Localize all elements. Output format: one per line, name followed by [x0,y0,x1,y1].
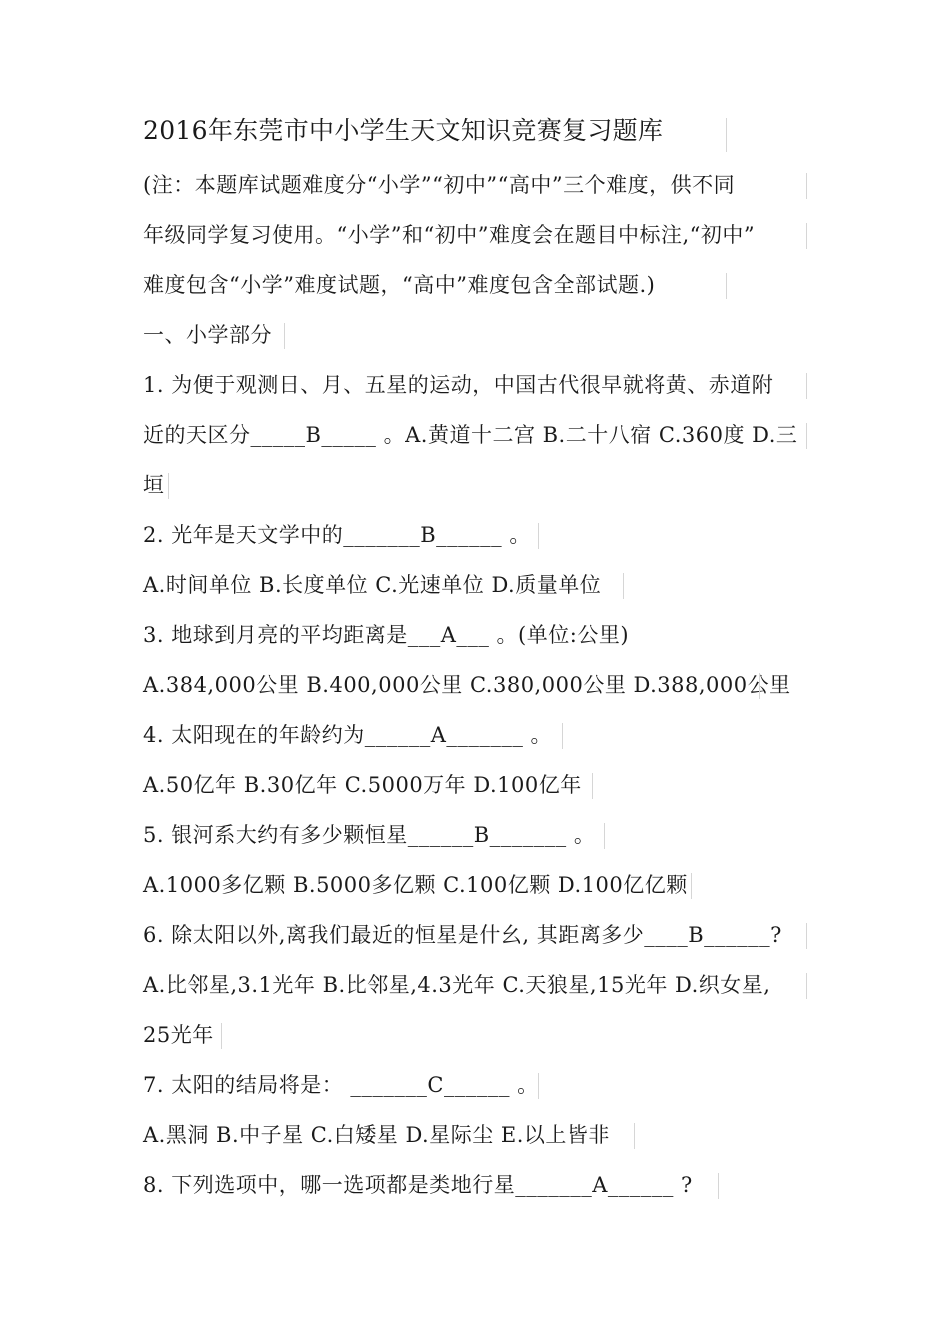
question-line: 6. 除太阳以外,离我们最近的恒星是什幺, 其距离多少____B______? [143,923,782,947]
document-title: 2016年东莞市中小学生天文知识竞赛复习题库 [143,116,664,145]
line-edge-mark [806,373,807,399]
option-line: A.1000多亿颗 B.5000多亿颗 C.100亿颗 D.100亿亿颗 [143,873,688,897]
line-edge-mark [538,523,539,549]
line-edge-mark [718,1173,719,1199]
line-edge-mark [806,423,807,449]
question-line: 5. 银河系大约有多少颗恒星______B_______ 。 [143,823,596,847]
line-edge-mark [284,323,285,349]
line-edge-mark [592,773,593,799]
line-edge-mark [562,723,563,749]
line-edge-mark [806,923,807,949]
question-line: 8. 下列选项中，哪一选项都是类地行星_______A______ ? [143,1173,693,1197]
line-edge-mark [726,118,727,152]
line-edge-mark [806,973,807,999]
option-line: 25光年 [143,1023,214,1047]
question-line: 4. 太阳现在的年龄约为______A_______ 。 [143,723,553,747]
line-edge-mark [623,573,624,599]
line-edge-mark [691,873,692,899]
intro-line-2: 年级同学复习使用。“小学”和“初中”难度会在题目中标注,“初中” [143,223,756,247]
question-line: 近的天区分_____B_____ 。A.黄道十二宫 B.二十八宿 C.360度 D.三 [143,423,798,447]
option-line: A.50亿年 B.30亿年 C.5000万年 D.100亿年 [143,773,582,797]
intro-line-1: (注：本题库试题难度分“小学”“初中”“高中”三个难度，供不同 [143,173,736,197]
question-line: 2. 光年是天文学中的_______B______ 。 [143,523,531,547]
line-edge-mark [221,1023,222,1049]
line-edge-mark [168,473,169,499]
option-line: A.黑洞 B.中子星 C.白矮星 D.星际尘 E.以上皆非 [143,1123,610,1147]
question-line: 7. 太阳的结局将是： _______C______ 。 [143,1073,539,1097]
line-edge-mark [604,823,605,849]
intro-line-3: 难度包含“小学”难度试题，“高中”难度包含全部试题.) [143,273,656,297]
line-edge-mark [726,273,727,299]
option-line: A.比邻星,3.1光年 B.比邻星,4.3光年 C.天狼星,15光年 D.织女星, [143,973,771,997]
question-line: 3. 地球到月亮的平均距离是___A___ 。(单位:公里) [143,623,630,647]
question-line: 垣 [143,473,165,497]
option-line: A.384,000公里 B.400,000公里 C.380,000公里 D.388,000公里 [143,673,791,697]
option-line: A.时间单位 B.长度单位 C.光速单位 D.质量单位 [143,573,602,597]
line-edge-mark [759,673,760,699]
line-edge-mark [806,223,807,249]
question-line: 1. 为便于观测日、月、五星的运动，中国古代很早就将黄、赤道附 [143,373,774,397]
section-heading: 一、小学部分 [143,323,272,347]
line-edge-mark [634,1123,635,1149]
line-edge-mark [538,1073,539,1099]
line-edge-mark [806,173,807,199]
